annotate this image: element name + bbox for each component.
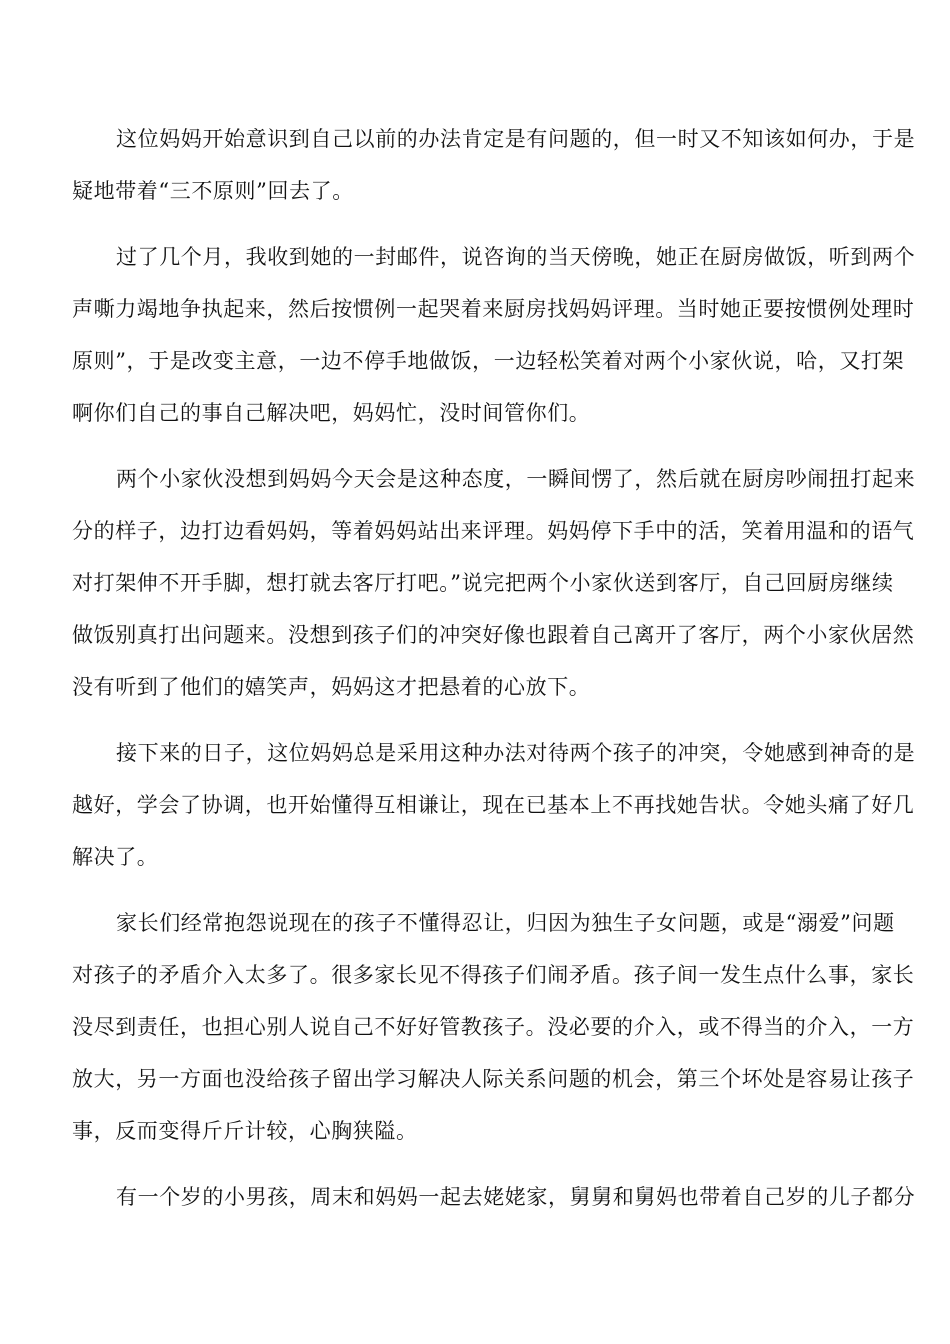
paragraph-1-line-1: 这位妈妈开始意识到自己以前的办法肯定是有问题的，但一时又不知该如何办，于是 bbox=[116, 127, 916, 151]
paragraph-4-line-3: 解决了。 bbox=[72, 845, 159, 869]
paragraph-2-line-2: 声嘶力竭地争执起来，然后按惯例一起哭着来厨房找妈妈评理。当时她正要按惯例处理时 bbox=[72, 297, 915, 321]
paragraph-2-line-3: 原则”，于是改变主意，一边不停手地做饭，一边轻松笑着对两个小家伙说，哈，又打架 bbox=[72, 349, 905, 373]
paragraph-3-line-3: 对打架伸不开手脚，想打就去客厅打吧。”说完把两个小家伙送到客厅，自己回厨房继续 bbox=[72, 571, 894, 595]
paragraph-4-line-1: 接下来的日子，这位妈妈总是采用这种办法对待两个孩子的冲突，令她感到神奇的是 bbox=[116, 741, 916, 765]
paragraph-3-line-1: 两个小家伙没想到妈妈今天会是这种态度，一瞬间愣了，然后就在厨房吵闹扭打起来 bbox=[116, 467, 916, 491]
paragraph-2-line-1: 过了几个月，我收到她的一封邮件，说咨询的当天傍晚，她正在厨房做饭，听到两个 bbox=[116, 245, 916, 269]
paragraph-3-line-5: 没有听到了他们的嬉笑声，妈妈这才把悬着的心放下。 bbox=[72, 675, 591, 699]
paragraph-5-line-2: 对孩子的矛盾介入太多了。很多家长见不得孩子们闹矛盾。孩子间一发生点什么事，家长 bbox=[72, 963, 915, 987]
paragraph-5-line-5: 事，反而变得斤斤计较，心胸狭隘。 bbox=[72, 1119, 418, 1143]
paragraph-6-line-1: 有一个岁的小男孩，周末和妈妈一起去姥姥家，舅舅和舅妈也带着自己岁的儿子都分 bbox=[116, 1185, 916, 1209]
paragraph-4-line-2: 越好，学会了协调，也开始懂得互相谦让，现在已基本上不再找她告状。令她头痛了好几 bbox=[72, 793, 915, 817]
paragraph-1-line-2: 疑地带着“三不原则”回去了。 bbox=[72, 179, 354, 203]
paragraph-3-line-4: 做饭别真打出问题来。没想到孩子们的冲突好像也跟着自己离开了客厅，两个小家伙居然 bbox=[72, 623, 915, 647]
paragraph-2-line-4: 啊你们自己的事自己解决吧，妈妈忙，没时间管你们。 bbox=[72, 401, 591, 425]
paragraph-3-line-2: 分的样子，边打边看妈妈，等着妈妈站出来评理。妈妈停下手中的活，笑着用温和的语气 bbox=[72, 519, 915, 543]
paragraph-5-line-3: 没尽到责任，也担心别人说自己不好好管教孩子。没必要的介入，或不得当的介入，一方 bbox=[72, 1015, 915, 1039]
paragraph-5-line-1: 家长们经常抱怨说现在的孩子不懂得忍让，归因为独生子女问题，或是“溺爱”问题 bbox=[116, 911, 895, 935]
paragraph-5-line-4: 放大，另一方面也没给孩子留出学习解决人际关系问题的机会，第三个坏处是容易让孩子 bbox=[72, 1067, 915, 1091]
